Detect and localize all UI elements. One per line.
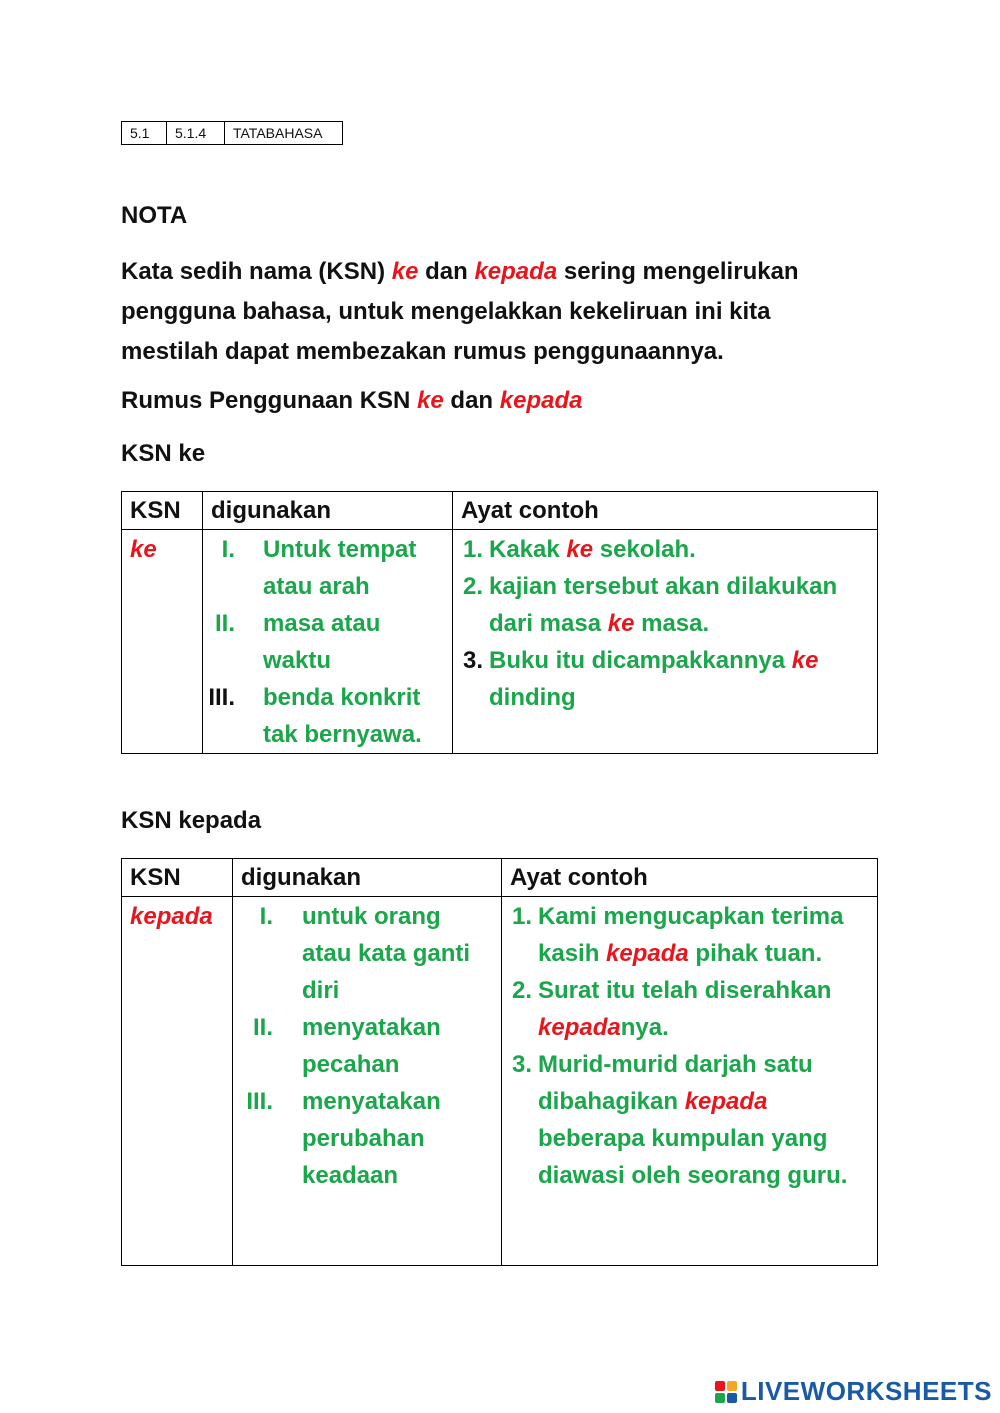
liveworksheets-logo-icon xyxy=(715,1381,737,1403)
example-number: 1. xyxy=(462,536,483,563)
roman-numeral: III. xyxy=(246,1088,273,1115)
use-text: masa atau waktu xyxy=(263,610,381,674)
keyword-ke: ke xyxy=(417,387,444,414)
roman-numeral: II. xyxy=(252,1014,273,1041)
example-text xyxy=(489,568,869,642)
code-cell-sub: 5.1.4 xyxy=(167,122,225,145)
uses-cell xyxy=(233,897,502,1266)
ksn-ke-table xyxy=(121,491,878,754)
keyword-kepada: kepada xyxy=(538,1014,621,1041)
example-text xyxy=(538,1046,869,1194)
keyword-ke: ke xyxy=(566,536,594,563)
header-ayat-contoh: Ayat contoh xyxy=(453,492,878,530)
intro-text: Kata sedih nama (KSN) xyxy=(121,258,392,285)
roman-numeral: II. xyxy=(214,610,235,637)
use-text: Untuk tempat atau arah xyxy=(263,536,417,600)
code-table xyxy=(121,121,343,145)
section-kepada-title: KSN kepada xyxy=(121,807,262,834)
ksn-cell xyxy=(122,897,233,1266)
keyword-kepada: kepada xyxy=(474,258,558,285)
intro-text: sering mengelirukan xyxy=(557,258,799,285)
intro-line-1 xyxy=(121,252,891,292)
section-ke-title: KSN ke xyxy=(121,440,206,467)
intro-line-2: pengguna bahasa, untuk mengelakkan kekeliruan ini kita xyxy=(121,298,771,325)
keyword-kepada: kepada xyxy=(499,387,583,414)
intro-line-3: mestilah dapat membezakan rumus penggunaannya. xyxy=(121,338,724,365)
list-item xyxy=(459,568,869,642)
example-text xyxy=(489,531,869,568)
table-row xyxy=(122,530,878,754)
keyword-ke: ke xyxy=(791,647,819,674)
logo-text: LIVEWORKSHEETS xyxy=(740,1376,992,1406)
use-text: menyatakan perubahan keadaan xyxy=(302,1088,441,1189)
list-item xyxy=(508,898,869,972)
list-item xyxy=(459,531,869,568)
example-text xyxy=(538,972,869,1046)
list-item xyxy=(508,1046,869,1194)
uses-list xyxy=(233,898,493,1194)
list-item xyxy=(203,531,444,605)
list-item xyxy=(233,1083,493,1194)
example-part: Buku itu dicampakkannya xyxy=(489,647,792,674)
example-part: beberapa kumpulan yang diawasi oleh seorang guru. xyxy=(538,1125,848,1189)
example-part: pihak tuan. xyxy=(688,940,823,967)
intro-paragraph xyxy=(121,252,891,372)
example-number: 1. xyxy=(511,903,532,930)
code-cell-topic: TATABAHASA xyxy=(225,122,343,145)
roman-numeral: III. xyxy=(208,684,235,711)
list-item xyxy=(233,898,493,1009)
example-number: 3. xyxy=(462,647,483,674)
example-part: sekolah. xyxy=(593,536,696,563)
example-text xyxy=(489,642,869,716)
example-text xyxy=(538,898,869,972)
example-part: Kami mengucapkan terima kasih xyxy=(538,903,844,967)
keyword-kepada: kepada xyxy=(684,1088,768,1115)
use-text: menyatakan pecahan xyxy=(302,1014,441,1078)
examples-cell xyxy=(502,897,878,1266)
header-digunakan: digunakan xyxy=(203,492,453,530)
table-header-row xyxy=(122,492,878,530)
header-ksn: KSN xyxy=(122,492,203,530)
example-number: 2. xyxy=(511,977,532,1004)
example-part: kajian tersebut akan dilakukan dari masa xyxy=(489,573,838,637)
rumus-text: dan xyxy=(443,387,500,414)
header-ayat-contoh: Ayat contoh xyxy=(502,859,878,897)
ksn-cell xyxy=(122,530,203,754)
example-part: Kakak xyxy=(489,536,567,563)
code-cell-standard: 5.1 xyxy=(122,122,167,145)
examples-list xyxy=(459,531,869,716)
examples-cell xyxy=(453,530,878,754)
keyword-ke: ke xyxy=(607,610,635,637)
ksn-kepada-table xyxy=(121,858,878,1266)
header-digunakan: digunakan xyxy=(233,859,502,897)
use-text: untuk orang atau kata ganti diri xyxy=(302,903,471,1004)
examples-list xyxy=(508,898,869,1194)
rumus-text: Rumus Penggunaan KSN xyxy=(121,387,418,414)
table-row xyxy=(122,897,878,1266)
example-part: dinding xyxy=(489,684,576,711)
example-number: 3. xyxy=(511,1051,532,1078)
use-text: benda konkrit tak bernyawa. xyxy=(263,684,422,748)
intro-text: dan xyxy=(418,258,475,285)
example-part: Surat itu telah diserahkan xyxy=(538,977,832,1004)
example-part: nya. xyxy=(620,1014,669,1041)
table-header-row xyxy=(122,859,878,897)
ksn-keyword: kepada xyxy=(130,903,213,930)
example-part: masa. xyxy=(634,610,710,637)
header-ksn: KSN xyxy=(122,859,233,897)
uses-list xyxy=(203,531,444,753)
list-item xyxy=(203,679,444,753)
uses-cell xyxy=(203,530,453,754)
roman-numeral: I. xyxy=(221,536,235,563)
keyword-ke: ke xyxy=(391,258,419,285)
keyword-kepada: kepada xyxy=(606,940,689,967)
example-number: 2. xyxy=(462,573,483,600)
list-item xyxy=(459,642,869,716)
list-item xyxy=(233,1009,493,1083)
list-item xyxy=(203,605,444,679)
list-item xyxy=(508,972,869,1046)
ksn-keyword: ke xyxy=(130,536,157,563)
nota-title: NOTA xyxy=(121,202,188,229)
example-part: Murid-murid darjah satu dibahagikan xyxy=(538,1051,813,1115)
liveworksheets-logo xyxy=(715,1376,992,1407)
roman-numeral: I. xyxy=(259,903,273,930)
rumus-heading xyxy=(121,387,582,415)
